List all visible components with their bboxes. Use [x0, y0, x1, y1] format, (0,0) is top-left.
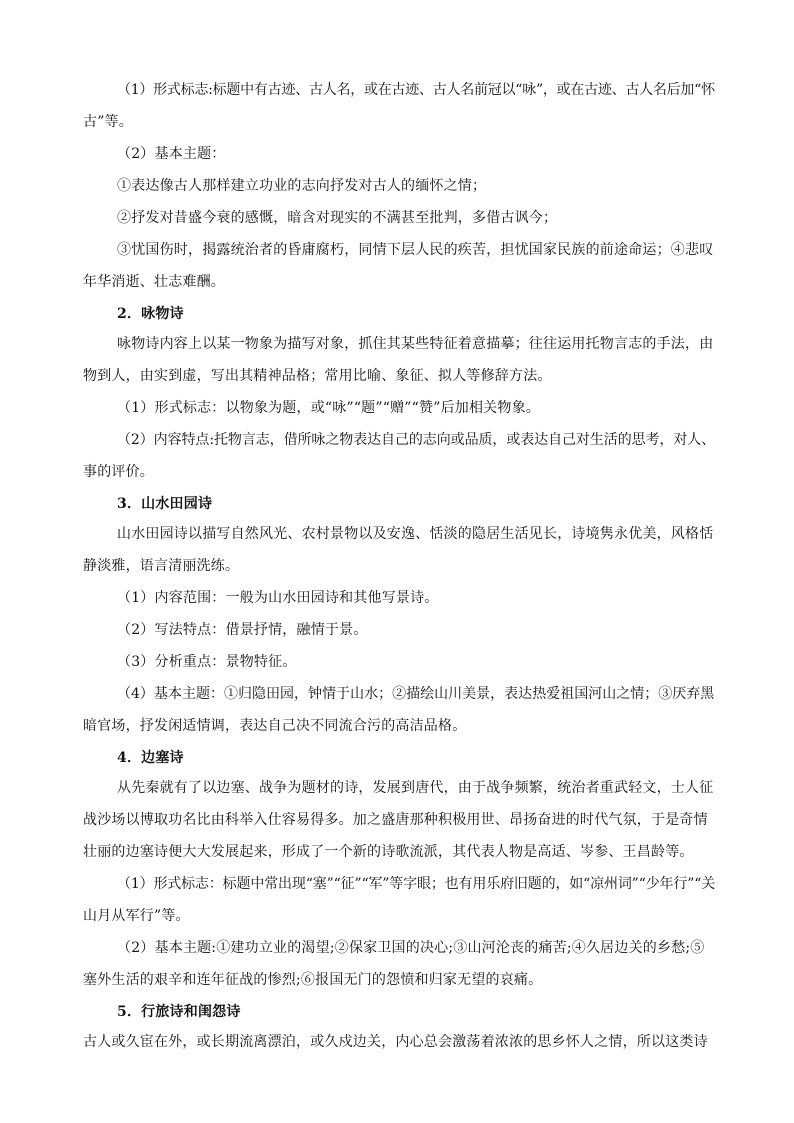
section2-form: （1）形式标志：以物象为题，或“咏”“题”“赠”“赞”后加相关物象。 — [117, 400, 540, 416]
section4-form-line1: （1）形式标志：标题中常出现“塞”“征”“军”等字眼；也有用乐府旧题的，如“凉州词”“少年行”“关 — [117, 876, 716, 892]
section1-theme-3-line1: ③忧国伤时，揭露统治者的昏庸腐朽，同情下层人民的疾苦，担忧国家民族的前途命运；④悲叹 — [117, 242, 714, 258]
section2-content-line2: 事的评价。 — [83, 464, 154, 480]
section4-theme-line1: （2）基本主题:①建功立业的渴望;②保家卫国的决心;③山河沦丧的痛苦;④久居边关的乡愁;⑤ — [117, 940, 705, 956]
section4-heading: 4．边塞诗 — [117, 750, 184, 766]
section1-theme-heading: （2）基本主题： — [117, 146, 226, 162]
section4-intro-line2: 战沙场以博取功名比由科举入仕容易得多。加之盛唐那种积极用世、昂扬奋进的时代气氛，于是奇情 — [83, 812, 708, 828]
section4-intro-line1: 从先秦就有了以边塞、战争为题材的诗，发展到唐代，由于战争频繁，统治者重武轻文，士人征 — [117, 780, 714, 796]
section1-form-line1: （1）形式标志:标题中有古迹、古人名，或在古迹、古人名前冠以“咏”，或在古迹、古人名后加“怀 — [117, 82, 715, 98]
section1-theme-1: ①表达像古人那样建立功业的志向抒发对古人的缅怀之情； — [117, 178, 487, 194]
section3-intro-line1: 山水田园诗以描写自然风光、农村景物以及安逸、恬淡的隐居生活见长，诗境隽永优美，风格恬 — [117, 526, 714, 542]
section3-theme-line1: （4）基本主题：①归隐田园，钟情于山水；②描绘山川美景，表达热爱祖国河山之情；③厌弃黑 — [117, 686, 715, 702]
section3-focus: （3）分析重点：景物特征。 — [117, 654, 297, 670]
section5-heading: 5．行旅诗和闺怨诗 — [117, 1004, 241, 1020]
section4-intro-line3: 壮丽的边塞诗便大大发展起来，形成了一个新的诗歌流派，其代表人物是高适、岑参、王昌龄等。 — [83, 844, 694, 860]
section4-theme-line2: 塞外生活的艰辛和连年征战的惨烈;⑥报国无门的怨愤和归家无望的哀痛。 — [83, 972, 543, 988]
section1-theme-2: ②抒发对昔盛今衰的感慨，暗含对现实的不满甚至批判，多借古讽今； — [117, 210, 558, 226]
section5-intro-line1: 古人或久宦在外，或长期流离漂泊，或久戍边关，内心总会激荡着浓浓的思乡怀人之情，所以这类诗 — [83, 1034, 708, 1050]
section2-intro-line1: 咏物诗内容上以某一物象为描写对象，抓住其某些特征着意描摹；往往运用托物言志的手法，由 — [117, 336, 714, 352]
section4-form-line2: 山月从军行”等。 — [83, 908, 190, 924]
section3-scope: （1）内容范围：一般为山水田园诗和其他写景诗。 — [117, 590, 439, 606]
section3-heading: 3．山水田园诗 — [117, 496, 213, 512]
section2-content-line1: （2）内容特点:托物言志，借所咏之物表达自己的志向或品质，或表达自己对生活的思考，对人、 — [117, 432, 716, 448]
section2-intro-line2: 物到人，由实到虚，写出其精神品格；常用比喻、象征、拟人等修辞方法。 — [83, 368, 552, 384]
section1-theme-3-line2: 年华消逝、壮志难酬。 — [83, 274, 225, 290]
section3-theme-line2: 暗官场，抒发闲适情调，表达自己决不同流合污的高洁品格。 — [83, 718, 467, 734]
section3-method: （2）写法特点：借景抒情，融情于景。 — [117, 622, 368, 638]
section1-form-line2: 古”等。 — [83, 114, 133, 130]
section2-heading: 2．咏物诗 — [117, 306, 184, 322]
section3-intro-line2: 静淡雅，语言清丽洗练。 — [83, 558, 240, 574]
